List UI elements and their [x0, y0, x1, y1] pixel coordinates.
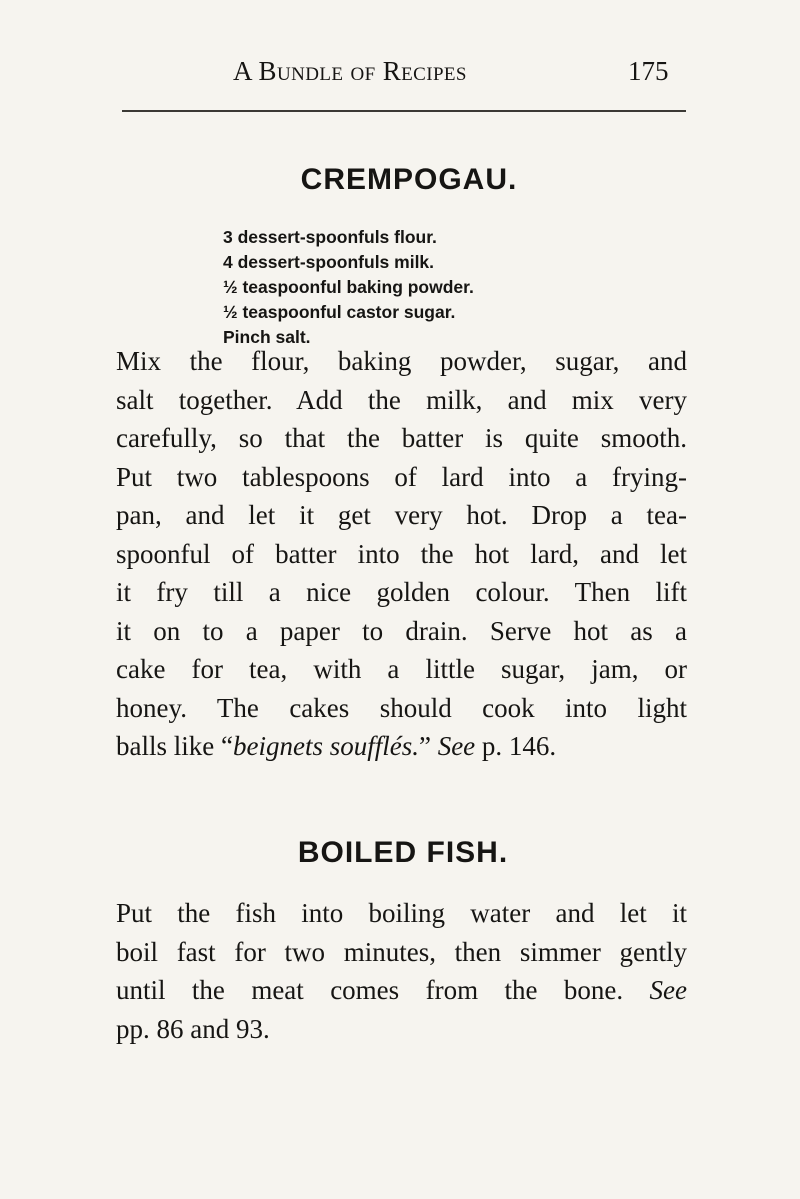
text-line: Put two tablespoons of lard into a frying-	[116, 461, 687, 492]
recipe-title-boiled-fish: BOILED FISH.	[297, 836, 509, 869]
text-line: carefully, so that the batter is quite smooth.	[116, 423, 687, 453]
boiled-fish-method	[116, 894, 687, 1048]
see-reference: See	[649, 975, 688, 1005]
text-fragment: ”	[418, 731, 438, 761]
text-line: it fry till a nice golden colour. Then lift	[116, 577, 687, 607]
text-line-with-see	[116, 971, 687, 1010]
see-reference: See	[437, 731, 476, 761]
beignets-souffles-term: beignets soufflés.	[232, 731, 419, 761]
running-head	[0, 56, 800, 100]
page-number: 175	[628, 56, 669, 86]
text-line: it on to a paper to drain. Serve hot as a	[116, 615, 687, 646]
running-head-title: A Bundle of Recipes	[233, 56, 467, 86]
recipe-title-crempogau: CREMPOGAU.	[300, 163, 518, 196]
ingredient-item: Pinch salt.	[223, 327, 311, 347]
text-line: salt together. Add the milk, and mix very	[116, 384, 687, 415]
text-fragment: balls like “	[116, 731, 233, 761]
text-fragment: until the meat comes from the bone.	[116, 975, 624, 1005]
ingredients-list	[223, 225, 474, 350]
crempogau-method	[116, 342, 687, 766]
page-reference: p. 146.	[475, 731, 557, 761]
ingredient-item: ½ teaspoonful castor sugar.	[223, 302, 456, 322]
text-line-last	[116, 727, 687, 766]
text-line: Mix the flour, baking powder, sugar, and	[116, 346, 687, 376]
text-line: Put the fish into boiling water and let it	[116, 898, 687, 928]
text-line: pan, and let it get very hot. Drop a tea-	[116, 500, 687, 530]
text-line: spoonful of batter into the hot lard, and let	[116, 538, 687, 569]
text-line: honey. The cakes should cook into light	[116, 692, 687, 723]
ingredient-item: ½ teaspoonful baking powder.	[223, 277, 474, 297]
text-line: boil fast for two minutes, then simmer gently	[116, 936, 687, 967]
ingredient-item: 4 dessert-spoonfuls milk.	[223, 252, 435, 272]
ingredient-item: 3 dessert-spoonfuls flour.	[223, 227, 437, 247]
text-line-last: pp. 86 and 93.	[116, 1013, 270, 1044]
text-line: cake for tea, with a little sugar, jam, or	[116, 654, 687, 684]
header-rule	[122, 110, 686, 112]
